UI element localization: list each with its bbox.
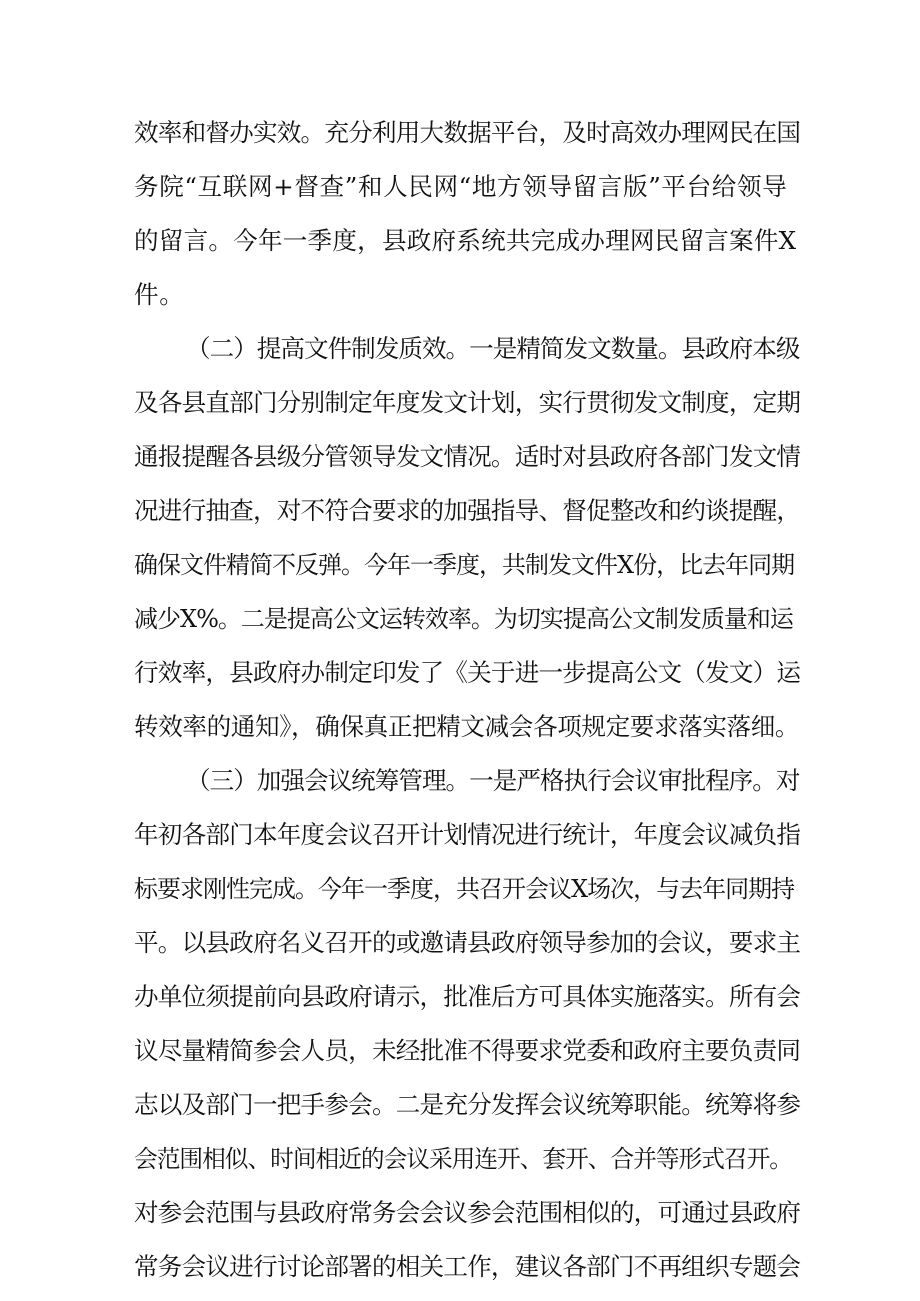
paragraph-heading-line: （二）提高文件制发质效。一是精简发文数量。县政府本级 — [186, 334, 800, 363]
text-line: 平。以县政府名义召开的或邀请县政府领导参加的会议，要求主 — [134, 928, 801, 957]
text-line: 年初各部门本年度会议召开计划情况进行统计，年度会议减负指 — [134, 820, 801, 849]
text-line: 的留言。今年一季度，县政府系统共完成办理网民留言案件X — [134, 226, 797, 255]
text-line: 确保文件精简不反弹。今年一季度，共制发文件X份，比去年同期 — [134, 551, 795, 579]
text-line: 办单位须提前向县政府请示，批准后方可具体实施落实。所有会 — [134, 982, 801, 1011]
text-line: 务院“互联网+督查”和人民网“地方领导留言版”平台给领导 — [134, 172, 788, 201]
text-line: 效率和督办实效。充分利用大数据平台，及时高效办理网民在国 — [134, 118, 801, 147]
text-line: 行效率，县政府办制定印发了《关于进一步提高公文（发文）运 — [134, 658, 801, 687]
text-line: 标要求刚性完成。今年一季度，共召开会议X场次，与去年同期持 — [134, 875, 795, 903]
paragraph-heading-line: （三）加强会议统筹管理。一是严格执行会议审批程序。对 — [186, 766, 800, 795]
document-body — [134, 106, 799, 1294]
text-line: 议尽量精简参会人员，未经批准不得要求党委和政府主要负责同 — [134, 1036, 801, 1065]
text-line: 通报提醒各县级分管领导发文情况。适时对县政府各部门发文情 — [134, 442, 801, 471]
text-line: 会范围相似、时间相近的会议采用连开、套开、合并等形式召开。 — [134, 1145, 792, 1173]
text-line: 对参会范围与县政府常务会会议参会范围相似的，可通过县政府 — [134, 1198, 801, 1227]
text-line: 转效率的通知》，确保真正把精文减会各项规定要求落实落细。 — [134, 712, 800, 741]
text-line: 减少X%。二是提高公文运转效率。为切实提高公文制发质量和运 — [134, 605, 793, 633]
text-line: 及各县直部门分别制定年度发文计划，实行贯彻发文制度，定期 — [134, 388, 801, 417]
text-line: 常务会议进行讨论部署的相关工作，建议各部门不再组织专题会 — [134, 1252, 801, 1281]
text-line: 况进行抽查，对不符合要求的加强指导、督促整改和约谈提醒， — [134, 496, 801, 525]
text-line: 件。 — [134, 280, 185, 309]
text-line: 志以及部门一把手参会。二是充分发挥会议统筹职能。统筹将参 — [134, 1090, 801, 1119]
